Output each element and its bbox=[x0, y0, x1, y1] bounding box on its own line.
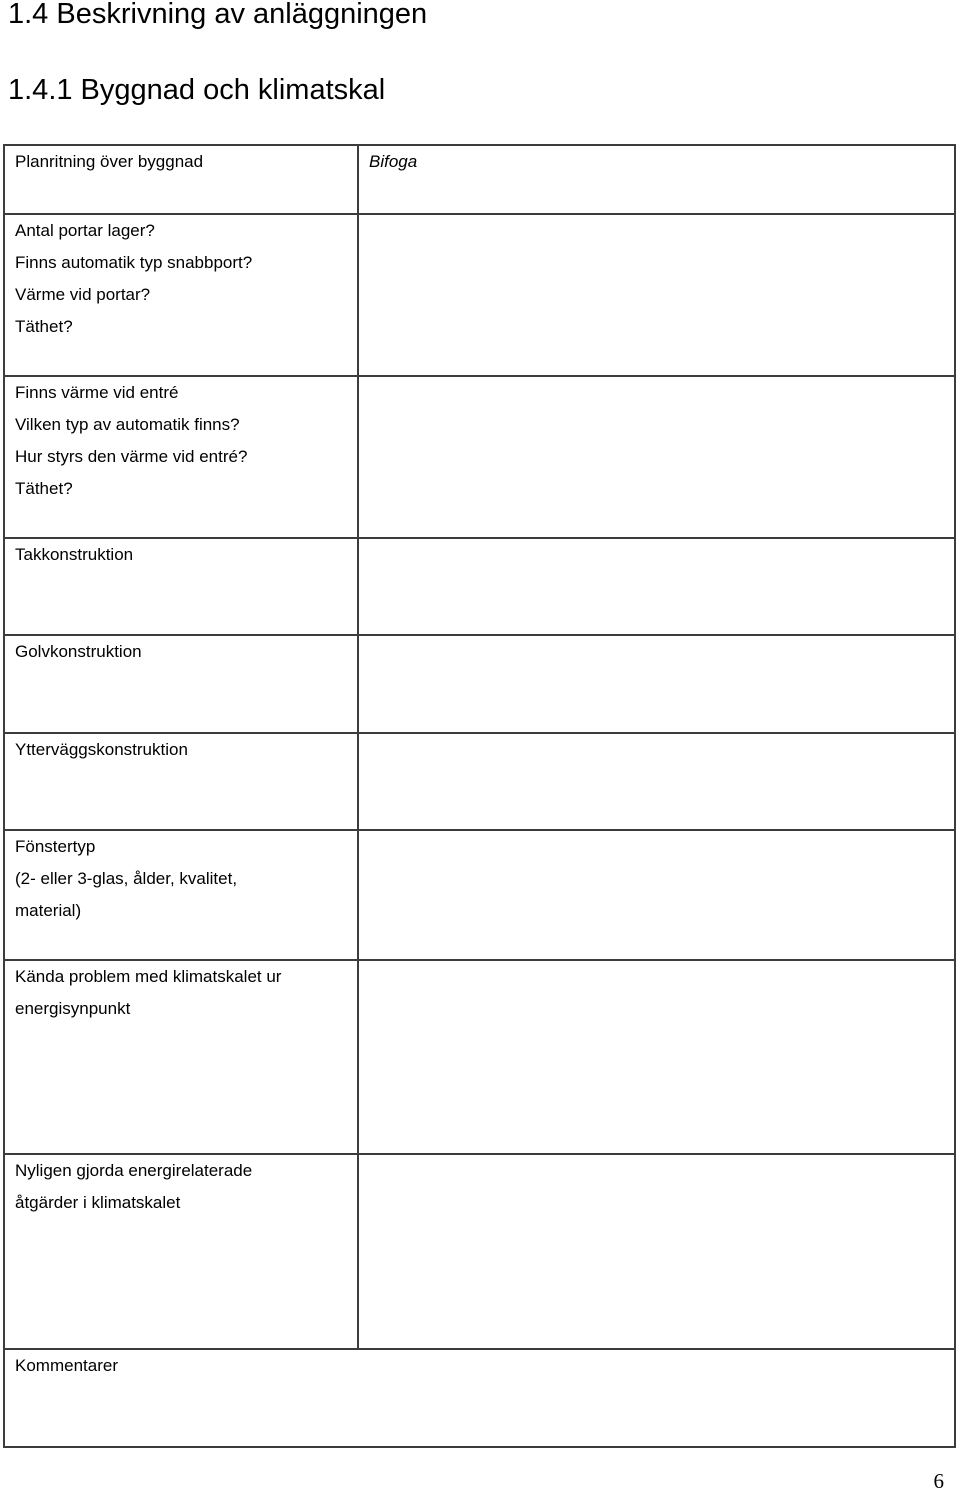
label-line: Nyligen gjorda energirelaterade bbox=[15, 1161, 253, 1180]
table-row bbox=[4, 733, 955, 830]
page-number: 6 bbox=[933, 1469, 944, 1493]
label-line: material) bbox=[15, 901, 82, 920]
row-label bbox=[4, 214, 358, 376]
table-row bbox=[4, 376, 955, 538]
label-line: Täthet? bbox=[15, 317, 73, 336]
comments-label: Kommentarer bbox=[15, 1356, 118, 1375]
label-line: Finns värme vid entré bbox=[15, 383, 179, 402]
row-label bbox=[4, 960, 358, 1154]
row-label bbox=[4, 1154, 358, 1349]
table-row bbox=[4, 145, 955, 214]
label-line: åtgärder i klimatskalet bbox=[15, 1193, 181, 1212]
label-line: Golvkonstruktion bbox=[15, 642, 142, 661]
section-heading: 1.4 Beskrivning av anläggningen bbox=[8, 0, 428, 30]
answer-field-windows[interactable] bbox=[358, 830, 955, 960]
label-line: Finns automatik typ snabbport? bbox=[15, 253, 253, 272]
table-row-comments bbox=[4, 1349, 955, 1447]
table-row bbox=[4, 960, 955, 1154]
row-label bbox=[4, 376, 358, 538]
label-line: Kända problem med klimatskalet ur bbox=[15, 967, 282, 986]
row-label bbox=[4, 830, 358, 960]
label-line: Vilken typ av automatik finns? bbox=[15, 415, 240, 434]
label-line: (2- eller 3-glas, ålder, kvalitet, bbox=[15, 869, 238, 888]
label-line: Antal portar lager? bbox=[15, 221, 155, 240]
answer-field-floor[interactable] bbox=[358, 635, 955, 733]
label-line: Planritning över byggnad bbox=[15, 152, 204, 171]
row-label bbox=[4, 145, 358, 214]
building-form-table bbox=[3, 144, 956, 1448]
label-line: Hur styrs den värme vid entré? bbox=[15, 447, 248, 466]
label-line: Fönstertyp bbox=[15, 837, 96, 856]
answer-field-entrance[interactable] bbox=[358, 376, 955, 538]
answer-field-known-problems[interactable] bbox=[358, 960, 955, 1154]
answer-field-exterior-wall[interactable] bbox=[358, 733, 955, 830]
table-row bbox=[4, 538, 955, 635]
label-line: Värme vid portar? bbox=[15, 285, 151, 304]
row-label bbox=[4, 635, 358, 733]
table-row bbox=[4, 830, 955, 960]
comments-field[interactable] bbox=[4, 1349, 955, 1447]
label-line: Ytterväggskonstruktion bbox=[15, 740, 188, 759]
table-row bbox=[4, 214, 955, 376]
label-line: energisynpunkt bbox=[15, 999, 131, 1018]
answer-field-roof[interactable] bbox=[358, 538, 955, 635]
subsection-heading: 1.4.1 Byggnad och klimatskal bbox=[8, 74, 386, 106]
answer-field-floor-plan[interactable] bbox=[358, 145, 955, 214]
answer-field-recent-measures[interactable] bbox=[358, 1154, 955, 1349]
row-label bbox=[4, 733, 358, 830]
table-row bbox=[4, 1154, 955, 1349]
row-label bbox=[4, 538, 358, 635]
answer-field-doors[interactable] bbox=[358, 214, 955, 376]
attach-instruction: Bifoga bbox=[369, 152, 418, 171]
label-line: Takkonstruktion bbox=[15, 545, 134, 564]
label-line: Täthet? bbox=[15, 479, 73, 498]
table-row bbox=[4, 635, 955, 733]
